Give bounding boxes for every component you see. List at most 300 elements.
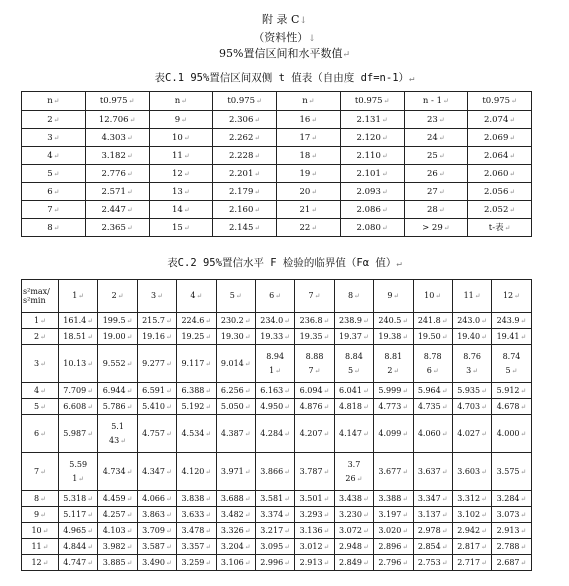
table2-cell-text: 2.948 xyxy=(339,541,362,551)
table2-cell xyxy=(59,383,98,399)
table2-cell xyxy=(137,453,176,491)
cell-end-mark: ↵ xyxy=(254,205,261,214)
cell-end-mark: ↵ xyxy=(275,292,282,300)
table2-cell-text: 5.999 xyxy=(378,385,402,395)
cell-end-mark: ↵ xyxy=(362,542,369,551)
cell-end-mark: ↵ xyxy=(311,151,318,160)
table2-cell-text: 4.773 xyxy=(378,401,402,411)
table2-cell-text: 6.944 xyxy=(102,385,126,395)
table1-cell xyxy=(22,129,86,147)
table2-cell xyxy=(492,313,531,329)
table2-cell xyxy=(137,507,176,523)
table1-cell-text: 24 xyxy=(427,132,438,143)
cell-end-mark: ↵ xyxy=(40,316,46,325)
table1-cell-text: 17 xyxy=(299,132,311,143)
cell-end-mark: ↵ xyxy=(441,332,448,341)
table2-cell-text: 4.103 xyxy=(102,525,126,535)
cell-end-mark: ↵ xyxy=(244,494,251,503)
table2-cell-text: 4.757 xyxy=(142,428,165,438)
table2-cell-text: 4.147 xyxy=(339,428,362,438)
table2-cell xyxy=(295,329,334,345)
table2-cell-text: 4.950 xyxy=(260,401,284,411)
cell-end-mark: ↵ xyxy=(205,316,212,325)
table2-cell xyxy=(177,383,216,399)
table2-cell-text: 3.688 xyxy=(220,493,244,503)
table2-cell-text: 19.16 xyxy=(142,331,165,341)
table2-cell-text: 3.438 xyxy=(339,493,362,503)
cell-end-mark: ↵ xyxy=(284,558,291,567)
table2-cell-text: 19.40 xyxy=(457,331,481,341)
table2-cell-text: 3.072 xyxy=(339,525,362,535)
table1-cell xyxy=(468,111,532,129)
table2-row-label-text: 11 xyxy=(31,541,42,551)
table2-cell-text: 3.885 xyxy=(102,557,126,567)
table2-cell xyxy=(216,399,255,415)
f-critical-value-table xyxy=(21,279,532,571)
cell-end-mark: ↵ xyxy=(244,429,251,438)
table-row xyxy=(22,201,532,219)
table1-cell xyxy=(213,219,277,237)
table2-header-cell xyxy=(413,280,452,313)
table1-cell xyxy=(213,201,277,219)
table2-cell xyxy=(216,555,255,571)
corner-top-label: s²max/ xyxy=(23,287,50,296)
table1-header-cell-text: t0.975 xyxy=(227,96,256,106)
table2-cell-text: 19.30 xyxy=(220,331,244,341)
cell-end-mark: ↵ xyxy=(438,151,445,160)
cell-end-mark: ↵ xyxy=(362,402,369,411)
cell-end-mark: ↵ xyxy=(165,402,172,411)
table1-cell xyxy=(468,165,532,183)
table1-cell-text: 2.056 xyxy=(484,186,509,197)
table2-cell xyxy=(216,539,255,555)
table-row xyxy=(22,507,532,523)
cell-end-mark: ↵ xyxy=(126,133,133,142)
table2-cell-text: 3.357 xyxy=(181,541,205,551)
table2-cell xyxy=(295,507,334,523)
table1-cell-text: 6 xyxy=(47,186,53,197)
cell-end-mark: ↵ xyxy=(244,359,251,368)
table2-cell-text: 3.866 xyxy=(260,466,284,476)
table2-cell xyxy=(492,415,531,453)
table1-cell xyxy=(85,147,149,165)
cell-end-mark: ↵ xyxy=(323,386,330,395)
cell-end-mark: ↵ xyxy=(78,474,85,483)
table2-cell-text: 3.230 xyxy=(339,509,362,519)
cell-end-mark: ↵ xyxy=(205,359,212,368)
table2-cell xyxy=(295,555,334,571)
table2-header-cell-text: 1 xyxy=(72,291,78,300)
table2-cell-text: 2.796 xyxy=(378,557,402,567)
cell-end-mark: ↵ xyxy=(181,115,188,124)
cell-end-mark: ↵ xyxy=(393,292,400,300)
cell-end-mark: ↵ xyxy=(362,526,369,535)
table2-cell xyxy=(334,555,373,571)
cell-end-mark: ↵ xyxy=(509,187,516,196)
cell-end-mark: ↵ xyxy=(520,429,527,438)
table2-cell xyxy=(492,399,531,415)
cell-end-mark: ↵ xyxy=(381,115,388,124)
cell-end-mark: ↵ xyxy=(165,542,172,551)
table2-cell xyxy=(452,415,491,453)
cell-end-mark: ↵ xyxy=(402,494,409,503)
table2-row-label xyxy=(22,329,59,345)
table2-header-cell-text: 3 xyxy=(150,291,157,300)
table-row xyxy=(22,383,532,399)
cell-end-mark: ↵ xyxy=(362,386,369,395)
table2-cell-text: 5.935 xyxy=(457,385,481,395)
cell-end-mark: ↵ xyxy=(362,494,369,503)
table2-cell xyxy=(492,453,531,491)
table2-header-cell xyxy=(255,280,294,313)
table2-cell-text: 3.637 xyxy=(417,466,441,476)
cell-end-mark: ↵ xyxy=(443,97,449,105)
table1-cell-text: 7 xyxy=(47,204,53,215)
table1-cell xyxy=(277,201,341,219)
cell-end-mark: ↵ xyxy=(53,97,60,105)
table1-cell xyxy=(468,147,532,165)
cell-end-mark: ↵ xyxy=(381,133,388,142)
cell-end-mark: ↵ xyxy=(120,436,127,445)
table2-cell xyxy=(98,555,137,571)
table2-cell-text: 3.374 xyxy=(260,509,284,519)
cell-end-mark: ↵ xyxy=(183,223,190,232)
table1-cell-text: 3 xyxy=(47,132,53,143)
cell-end-mark: ↵ xyxy=(441,429,448,438)
table2-row-label xyxy=(22,313,59,329)
table2-cell-text: 3.388 xyxy=(378,493,402,503)
table1-header-cell xyxy=(85,92,149,111)
table1-header-cell xyxy=(404,92,468,111)
cell-end-mark: ↵ xyxy=(323,467,330,476)
table2-cell xyxy=(413,555,452,571)
table2-cell xyxy=(216,383,255,399)
table1-cell-text: 19 xyxy=(299,168,311,179)
table1-cell-text: 12 xyxy=(172,168,183,179)
cell-end-mark: ↵ xyxy=(205,402,212,411)
cell-end-mark: ↵ xyxy=(509,205,516,214)
table1-cell-text: 2.571 xyxy=(101,186,126,197)
cell-end-mark: ↵ xyxy=(183,187,190,196)
table2-cell xyxy=(216,415,255,453)
cell-end-mark: ↵ xyxy=(402,526,409,535)
cell-end-mark: ↵ xyxy=(441,558,448,567)
table2-cell xyxy=(98,507,137,523)
table2-row-label-text: 10 xyxy=(31,525,42,535)
cell-end-mark: ↵ xyxy=(126,542,133,551)
cell-end-mark: ↵ xyxy=(165,526,172,535)
table2-cell xyxy=(255,491,294,507)
table2-header-cell xyxy=(334,280,373,313)
table2-cell-text: 5.912 xyxy=(496,385,520,395)
cell-end-mark: ↵ xyxy=(126,526,133,535)
cell-end-mark: ↵ xyxy=(383,97,390,105)
cell-end-mark: ↵ xyxy=(87,494,94,503)
cell-end-mark: ↵ xyxy=(126,510,133,519)
table2-cell xyxy=(295,345,334,383)
table2-cell xyxy=(137,491,176,507)
cell-end-mark: ↵ xyxy=(244,386,251,395)
table2-cell xyxy=(413,415,452,453)
cell-end-mark: ↵ xyxy=(381,169,388,178)
table2-cell-text: 4.747 xyxy=(63,557,87,567)
cell-end-mark: ↵ xyxy=(117,292,124,300)
cell-end-mark: ↵ xyxy=(87,386,94,395)
cell-end-mark: ↵ xyxy=(165,332,172,341)
table2-cell-text: 8.78 6 xyxy=(423,351,442,375)
table2-row-label-text: 1 xyxy=(34,315,40,325)
cell-end-mark: ↵ xyxy=(126,223,133,232)
table2-cell xyxy=(177,399,216,415)
table2-cell xyxy=(216,313,255,329)
cell-end-mark: ↵ xyxy=(509,115,516,124)
table2-cell-text: 3.501 xyxy=(299,493,323,503)
table2-cell-text: 5.1 43 xyxy=(109,421,124,445)
table2-cell xyxy=(137,329,176,345)
table2-cell xyxy=(452,523,491,539)
cell-end-mark: ↵ xyxy=(402,510,409,519)
table2-cell xyxy=(334,399,373,415)
table1-cell-text: 10 xyxy=(172,132,183,143)
table2-cell-text: 224.6 xyxy=(181,315,205,325)
cell-end-mark: ↵ xyxy=(205,510,212,519)
table2-cell-text: 8.81 2 xyxy=(384,351,403,375)
table1-header-cell-text: n xyxy=(47,96,53,106)
table2-cell-text: 3.095 xyxy=(260,541,284,551)
cell-end-mark: ↵ xyxy=(254,115,261,124)
table2-cell-text: 19.33 xyxy=(260,331,284,341)
table2-cell xyxy=(413,507,452,523)
cell-end-mark: ↵ xyxy=(53,133,60,142)
table2-cell xyxy=(255,329,294,345)
cell-end-mark: ↵ xyxy=(314,292,321,300)
corner-bottom-label: s²min xyxy=(23,296,46,305)
table2-cell-text: 3.863 xyxy=(142,509,165,519)
table1-cell xyxy=(277,147,341,165)
cell-end-mark: ↵ xyxy=(244,510,251,519)
table1-cell-text: 2.080 xyxy=(356,222,381,233)
table2-cell xyxy=(59,491,98,507)
table1-cell-text: 2.101 xyxy=(356,168,381,179)
table2-header-cell-text: 11 xyxy=(463,291,474,300)
table1-header-cell-text: n xyxy=(174,96,181,106)
appendix-note: （资料性）↓ xyxy=(253,31,316,44)
cell-end-mark: ↵ xyxy=(42,542,49,551)
cell-end-mark: ↵ xyxy=(511,97,517,105)
table2-cell-text: 6.041 xyxy=(339,385,362,395)
table2-cell-text: 3.347 xyxy=(417,493,441,503)
table2-cell-text: 2.996 xyxy=(260,557,284,567)
table2-cell xyxy=(334,415,373,453)
cell-end-mark: ↵ xyxy=(402,558,409,567)
cell-end-mark: ↵ xyxy=(520,494,527,503)
cell-end-mark: ↵ xyxy=(441,494,448,503)
table1-cell xyxy=(404,183,468,201)
table2-cell-text: 241.8 xyxy=(417,315,441,325)
table2-cell xyxy=(295,383,334,399)
table2-cell xyxy=(98,383,137,399)
table2-cell xyxy=(177,555,216,571)
table1-cell-text: 8 xyxy=(47,222,53,233)
table1-header-cell xyxy=(22,92,86,111)
cell-end-mark: ↵ xyxy=(205,467,212,476)
table1-cell-text: 2.262 xyxy=(229,132,254,143)
table1-cell-text: 2.060 xyxy=(484,168,509,179)
table2-cell xyxy=(374,491,413,507)
table2-cell-text: 3.259 xyxy=(181,557,205,567)
table2-header-row xyxy=(22,280,532,313)
cell-end-mark: ↵ xyxy=(254,223,261,232)
table1-header-cell xyxy=(468,92,532,111)
cell-end-mark: ↵ xyxy=(481,402,487,411)
table1-cell-text: 2.131 xyxy=(356,114,381,125)
table1-cell xyxy=(149,219,213,237)
cell-end-mark: ↵ xyxy=(40,494,46,503)
table2-cell-text: 5.987 xyxy=(63,428,87,438)
table1-cell xyxy=(149,183,213,201)
table1-cell-text: 4.303 xyxy=(101,132,126,143)
table1-caption: 表C.1 95%置信区间双侧 t 值表（自由度 df=n-1）↵ xyxy=(154,72,415,84)
table1-cell-text: 25 xyxy=(427,150,438,161)
table2-cell-text: 9.014 xyxy=(220,358,244,368)
table2-cell-text: 3.603 xyxy=(457,466,481,476)
cell-end-mark: ↵ xyxy=(438,133,445,142)
table2-cell-text: 6.094 xyxy=(299,385,323,395)
cell-end-mark: ↵ xyxy=(165,558,172,567)
table2-cell xyxy=(413,491,452,507)
cell-end-mark: ↵ xyxy=(205,332,212,341)
table2-cell-text: 7.709 xyxy=(63,385,87,395)
table1-cell-text: 20 xyxy=(299,186,311,197)
table2-cell xyxy=(98,453,137,491)
table2-cell xyxy=(59,523,98,539)
table2-cell xyxy=(295,313,334,329)
cell-end-mark: ↵ xyxy=(165,494,172,503)
cell-end-mark: ↵ xyxy=(284,467,291,476)
cell-end-mark: ↵ xyxy=(402,467,409,476)
table2-row-label xyxy=(22,539,59,555)
table1-header-cell xyxy=(149,92,213,111)
table2-cell-text: 3.575 xyxy=(496,466,520,476)
cell-end-mark: ↵ xyxy=(205,386,212,395)
table2-cell xyxy=(452,313,491,329)
cell-end-mark: ↵ xyxy=(284,332,291,341)
table2-cell xyxy=(452,329,491,345)
cell-end-mark: ↵ xyxy=(402,429,409,438)
table2-cell-text: 2.913 xyxy=(299,557,323,567)
cell-end-mark: ↵ xyxy=(275,366,282,375)
table2-cell xyxy=(295,399,334,415)
table1-cell xyxy=(213,165,277,183)
table2-cell xyxy=(374,507,413,523)
table2-cell-text: 4.207 xyxy=(299,428,323,438)
table-row xyxy=(22,399,532,415)
table1-cell xyxy=(85,201,149,219)
table2-cell xyxy=(255,539,294,555)
table1-cell xyxy=(22,183,86,201)
table1-cell xyxy=(340,129,404,147)
cell-end-mark: ↵ xyxy=(441,467,448,476)
cell-end-mark: ↵ xyxy=(381,151,388,160)
cell-end-mark: ↵ xyxy=(472,366,479,375)
table2-cell-text: 9.117 xyxy=(181,358,205,368)
table1-header-cell-text: t0.975 xyxy=(354,96,383,106)
table2-row-label-text: 4 xyxy=(34,385,40,395)
cell-end-mark: ↵ xyxy=(432,366,439,375)
cell-end-mark: ↵ xyxy=(481,467,487,476)
cell-end-mark: ↵ xyxy=(126,359,133,368)
table1-cell xyxy=(149,129,213,147)
table2-cell-text: 161.4 xyxy=(63,315,87,325)
table2-cell-text: 4.387 xyxy=(220,428,244,438)
table2-cell-text: 3.490 xyxy=(142,557,165,567)
table1-cell-text: 21 xyxy=(299,204,311,215)
cell-end-mark: ↵ xyxy=(441,386,448,395)
table2-cell-text: 5.192 xyxy=(181,401,205,411)
table1-cell xyxy=(468,129,532,147)
table1-header-cell-text: t0.975 xyxy=(482,96,511,106)
cell-end-mark: ↵ xyxy=(126,386,133,395)
cell-end-mark: ↵ xyxy=(520,386,527,395)
cell-end-mark: ↵ xyxy=(481,429,487,438)
cell-end-mark: ↵ xyxy=(509,169,516,178)
table1-cell xyxy=(340,183,404,201)
table2-cell xyxy=(295,415,334,453)
cell-end-mark: ↵ xyxy=(205,494,212,503)
cell-end-mark: ↵ xyxy=(438,115,445,124)
table2-cell-text: 3.136 xyxy=(299,525,323,535)
cell-end-mark: ↵ xyxy=(435,292,442,300)
table2-cell-text: 9.552 xyxy=(102,358,126,368)
cell-end-mark: ↵ xyxy=(520,467,527,476)
table2-cell-text: 19.00 xyxy=(102,331,126,341)
cell-end-mark: ↵ xyxy=(481,494,487,503)
table2-row-label-text: 12 xyxy=(31,557,42,567)
cell-end-mark: ↵ xyxy=(323,510,330,519)
table2-cell-text: 4.818 xyxy=(339,401,362,411)
table2-cell xyxy=(98,313,137,329)
cell-end-mark: ↵ xyxy=(254,169,261,178)
table2-cell-text: 8.88 7 xyxy=(305,351,324,375)
table2-cell-text: 6.256 xyxy=(220,385,244,395)
table1-cell xyxy=(404,129,468,147)
cell-end-mark: ↵ xyxy=(481,526,487,535)
cell-end-mark: ↵ xyxy=(402,316,409,325)
table2-cell xyxy=(59,415,98,453)
cell-end-mark: ↵ xyxy=(244,332,251,341)
table2-cell xyxy=(216,329,255,345)
cell-end-mark: ↵ xyxy=(244,467,251,476)
cell-end-mark: ↵ xyxy=(244,558,251,567)
cell-end-mark: ↵ xyxy=(362,332,369,341)
table2-cell xyxy=(98,329,137,345)
table2-cell-text: 243.0 xyxy=(457,315,481,325)
cell-end-mark: ↵ xyxy=(165,510,172,519)
cell-end-mark: ↵ xyxy=(393,366,400,375)
table2-cell-text: 2.817 xyxy=(457,541,481,551)
cell-end-mark: ↵ xyxy=(520,316,527,325)
table2-cell-text: 19.38 xyxy=(378,331,402,341)
table2-cell-text: 4.000 xyxy=(496,428,520,438)
table2-row-label xyxy=(22,415,59,453)
table2-cell-text: 8.76 3 xyxy=(463,351,481,375)
table2-row-label xyxy=(22,491,59,507)
table1-cell xyxy=(149,111,213,129)
table1-cell xyxy=(22,147,86,165)
table2-cell xyxy=(295,453,334,491)
table2-cell-text: 3.102 xyxy=(457,509,481,519)
table2-cell-text: 2.717 xyxy=(457,557,481,567)
